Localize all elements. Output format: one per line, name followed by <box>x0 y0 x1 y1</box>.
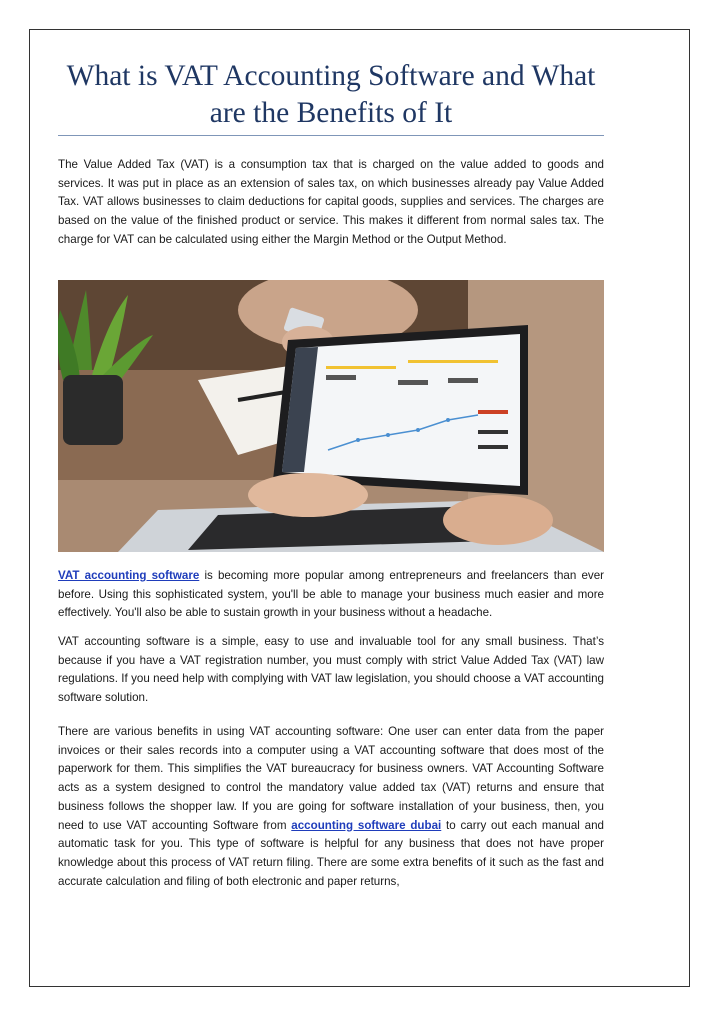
accounting-software-dubai-link[interactable]: accounting software dubai <box>291 818 442 832</box>
paragraph-4-text-b: to carry out each manual and automatic task for you. This type of software is helpful for any business that does not have proper knowledge about this process of VAT return filing. There are some extra benefits of it such as the fast and accurate calculation and filing of both electronic and paper returns, <box>58 818 605 888</box>
vat-accounting-software-link[interactable]: VAT accounting software <box>58 569 200 582</box>
document-title: What is VAT Accounting Software and What are the Benefits of It <box>66 60 596 129</box>
paragraph-4 <box>58 723 604 891</box>
paragraph-4-text-a: There are various benefits in using VAT accounting software: One user can enter data from the paper invoices or their sales records into a computer using a VAT accounting software that does most of the paperwork for them. This simplifies the VAT bureaucracy for business owners. VAT Accounting Software acts as a system designed to control the mandatory value added tax (VAT) returns and ensure that business follows the shopper law. If you are going for software installation of your business, then, you need to use VAT accounting Software from <box>58 725 604 832</box>
title-underline <box>58 135 604 136</box>
paragraph-2-text: is becoming more popular among entrepreneurs and freelancers than ever before. Using this sophisticated system, you'll be able to manage your business much easier and more effectively. You'll also be able to sustain growth in your business without a headache. <box>58 569 605 620</box>
paragraph-3: VAT accounting software is a simple, easy to use and invaluable tool for any small business. That’s because if you have a VAT registration number, you must comply with strict Value Added Tax (VAT) law regulations. If you need help with complying with VAT law legislation, you should choose a VAT accounting software solution. <box>58 635 604 705</box>
laptop-photo <box>58 280 604 552</box>
intro-paragraph: The Value Added Tax (VAT) is a consumption tax that is charged on the value added to goods and services. It was put in place as an extension of sales tax, on which businesses already pay Value Added Tax. VAT allows businesses to claim deductions for capital goods, supplies and services. The charges are based on the value of the finished product or service. This makes it different from normal sales tax. The charge for VAT can be calculated using either the Margin Method or the Output Method. <box>58 158 604 246</box>
paragraph-2 <box>58 567 604 623</box>
